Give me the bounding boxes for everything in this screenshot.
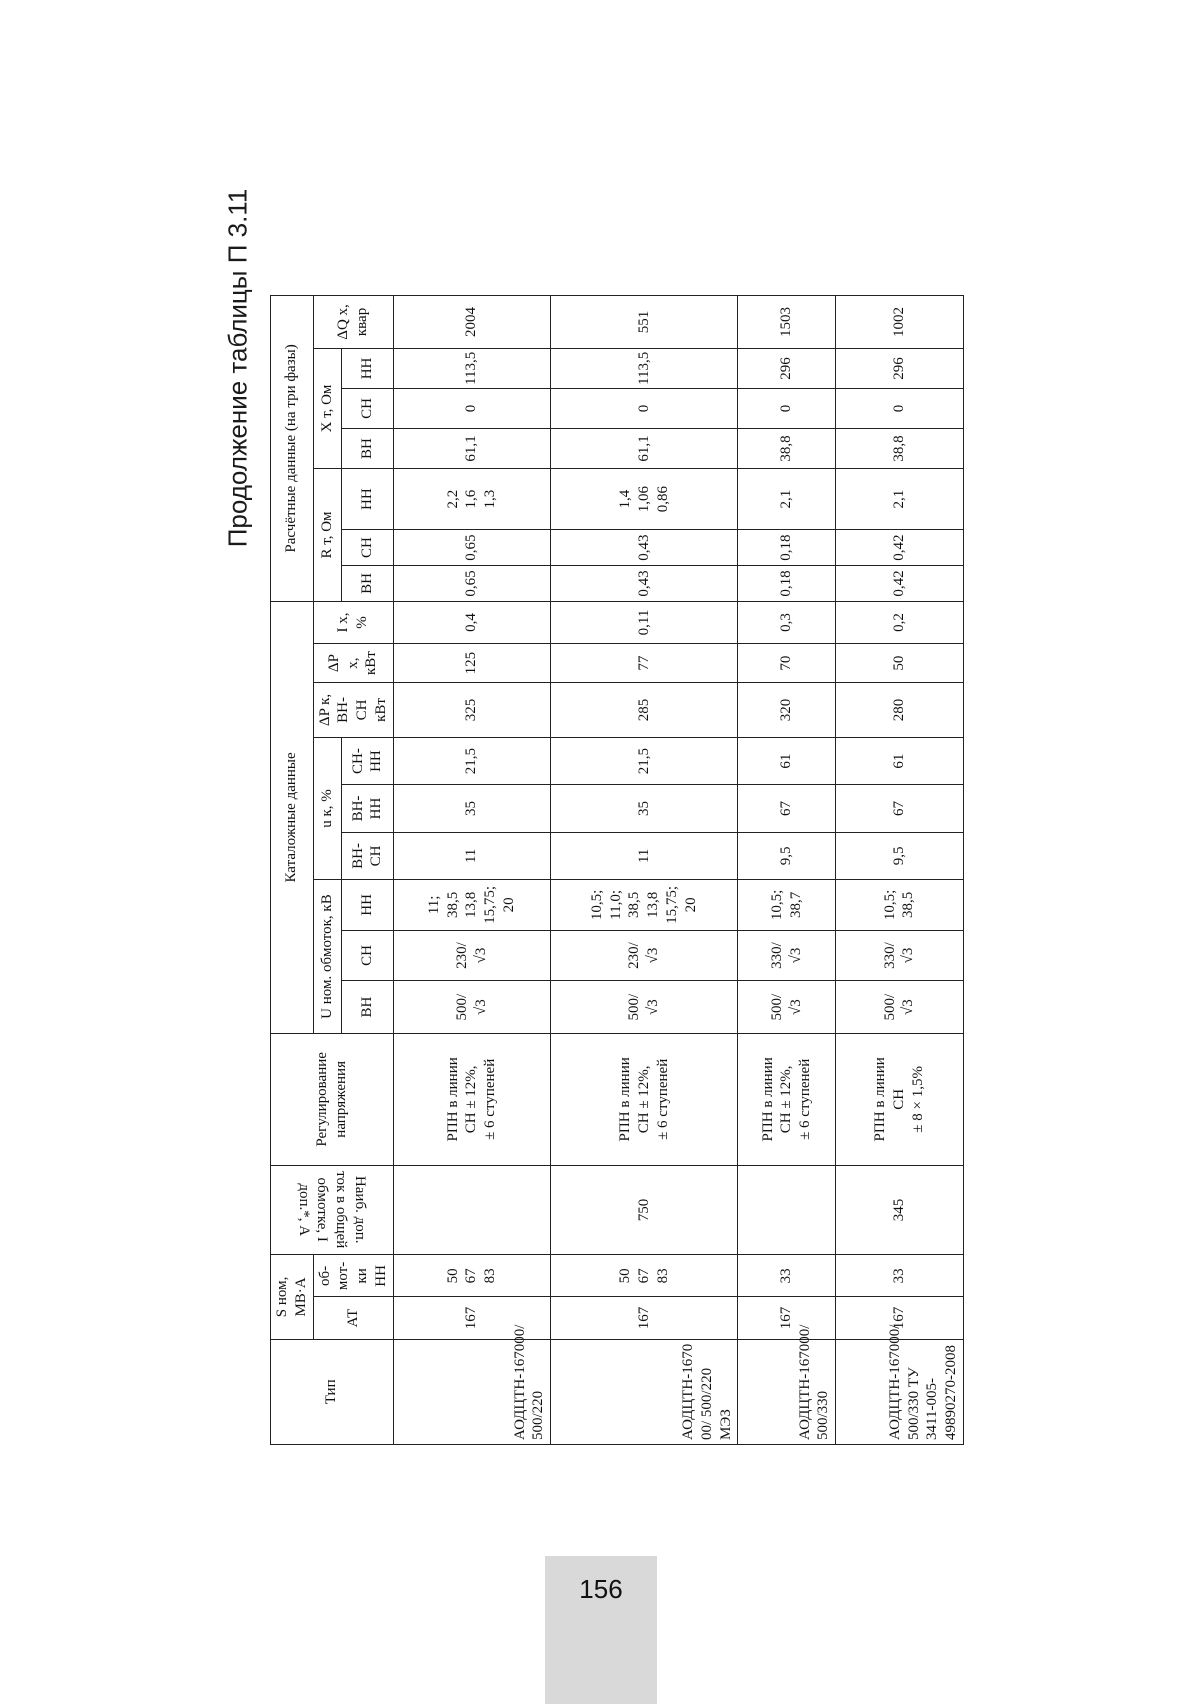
cell-line: 1,3: [482, 489, 499, 509]
cell-line: 33: [778, 1268, 795, 1284]
header-uk: u к, %: [313, 737, 342, 879]
cell-line: 20: [500, 897, 517, 913]
cell-xt-hv: 38,8: [836, 429, 964, 469]
cell-s-at: 167: [393, 1297, 551, 1339]
cell-line: РПН в линии: [872, 1057, 889, 1142]
header-uk-hv-lv: ВН- НН: [342, 785, 393, 832]
header-calc: Расчётные данные (на три фазы): [271, 296, 314, 602]
cell-s-lv: [393, 1255, 551, 1297]
header-s-nom: S ном, МВ·А: [271, 1255, 314, 1339]
cell-line: РПН в линии: [617, 1057, 634, 1142]
cell-line: 1,06: [635, 486, 652, 513]
cell-rt-hv: 0,42: [836, 566, 964, 602]
cell-uk-hv-mv: 11: [393, 832, 551, 879]
cell-dpx: 50: [836, 644, 964, 683]
cell-type: АОДЦТН-1670 00/ 500/220 МЭЗ: [551, 1339, 738, 1444]
cell-line: 38,5: [444, 891, 461, 919]
cell-line: 1,6: [463, 489, 480, 509]
cell-mv: 330/ √3: [836, 930, 964, 981]
cell-s-at: 167: [836, 1297, 964, 1339]
cell-i-allowed: [738, 1165, 836, 1255]
header-xt-lv: НН: [342, 348, 393, 388]
table-row: [836, 296, 964, 1445]
cell-type: АОДЦТН-167000/ 500/220: [393, 1339, 551, 1444]
cell-rt-hv: 0,65: [393, 566, 551, 602]
header-xt-hv: ВН: [342, 429, 393, 469]
cell-rt-mv: 0,18: [738, 530, 836, 566]
cell-hv: 500/ √3: [738, 981, 836, 1034]
cell-dqx: 1503: [738, 296, 836, 349]
cell-rt-lv: [738, 469, 836, 530]
cell-dpx: 70: [738, 644, 836, 683]
cell-line: 11,0;: [607, 889, 624, 920]
cell-uk-hv-mv: 11: [551, 832, 738, 879]
cell-rt-mv: 0,42: [836, 530, 964, 566]
header-u-nom: U ном. обмоток, кВ: [313, 880, 342, 1034]
header-xt: X т, Ом: [313, 348, 342, 468]
page-title: Продолжение таблицы П 3.11: [222, 188, 253, 548]
cell-lv: [836, 880, 964, 931]
cell-uk-hv-lv: 35: [393, 785, 551, 832]
cell-uk-mv-lv: 21,5: [551, 737, 738, 784]
cell-line: 0,86: [654, 486, 671, 513]
header-catalog: Каталожные данные: [271, 601, 314, 1033]
cell-ix: 0,11: [551, 601, 738, 643]
header-allowed-current-label: Наиб. доп. ток в общей обмотке, I доп.*, А: [296, 1171, 369, 1249]
cell-xt-lv: 113,5: [393, 348, 551, 388]
cell-line: 11;: [425, 895, 442, 915]
header-lv: НН: [342, 880, 393, 931]
cell-xt-lv: 296: [738, 348, 836, 388]
cell-xt-hv: 61,1: [393, 429, 551, 469]
header-rt-mv: СН: [342, 530, 393, 566]
table-row: [551, 296, 738, 1445]
cell-rt-mv: 0,43: [551, 530, 738, 566]
cell-xt-mv: 0: [738, 388, 836, 428]
cell-rt-mv: 0,65: [393, 530, 551, 566]
cell-line: 50: [444, 1268, 461, 1284]
cell-mv: 330/ √3: [738, 930, 836, 981]
cell-line: 15,75;: [663, 885, 680, 924]
cell-regulation: [738, 1033, 836, 1165]
cell-line: 83: [654, 1268, 671, 1284]
table-row: [393, 296, 551, 1445]
cell-line: 2,1: [778, 489, 795, 509]
cell-line: СН ± 12%,: [635, 1065, 652, 1134]
cell-line: 38,7: [787, 891, 804, 919]
cell-regulation: [836, 1033, 964, 1165]
cell-line: 38,5: [900, 891, 917, 919]
header-rt: R т, Ом: [313, 469, 342, 602]
cell-line: 10,5;: [881, 889, 898, 921]
header-rt-lv: НН: [342, 469, 393, 530]
cell-dqx: 2004: [393, 296, 551, 349]
cell-uk-mv-lv: 21,5: [393, 737, 551, 784]
header-s-lv: об- мот- ки НН: [313, 1255, 393, 1297]
cell-xt-mv: 0: [393, 388, 551, 428]
cell-uk-hv-mv: 9,5: [836, 832, 964, 879]
cell-rt-hv: 0,18: [738, 566, 836, 602]
cell-i-allowed: 750: [551, 1165, 738, 1255]
cell-line: 38,5: [626, 891, 643, 919]
cell-hv: 500/ √3: [836, 981, 964, 1034]
cell-uk-hv-mv: 9,5: [738, 832, 836, 879]
cell-rt-lv: [393, 469, 551, 530]
cell-line: 15,75;: [482, 885, 499, 924]
cell-ix: 0,4: [393, 601, 551, 643]
cell-dpk: 325: [393, 683, 551, 738]
header-uk-hv-mv: ВН- СН: [342, 832, 393, 879]
header-type: Тип: [271, 1339, 394, 1444]
cell-line: 2,2: [444, 489, 461, 509]
cell-rt-lv: [836, 469, 964, 530]
header-xt-mv: СН: [342, 388, 393, 428]
cell-dpk: 320: [738, 683, 836, 738]
cell-line: 10,5;: [769, 889, 786, 921]
cell-line: 83: [482, 1268, 499, 1284]
cell-line: ± 6 ступеней: [482, 1058, 499, 1140]
cell-uk-mv-lv: 61: [836, 737, 964, 784]
page-number-tab: [545, 1556, 657, 1704]
cell-ix: 0,3: [738, 601, 836, 643]
cell-line: РПН в линии: [759, 1057, 776, 1142]
header-regulation: Регулирование напряжения: [271, 1033, 394, 1165]
cell-type: АОДЦТН-167000/ 500/330 ТУ 3411-005-49890270-2008: [836, 1339, 964, 1444]
cell-dpx: 125: [393, 644, 551, 683]
header-dpk: ΔP к, ВН- СН кВт: [313, 683, 393, 738]
cell-line: РПН в линии: [444, 1057, 461, 1142]
cell-rt-lv: [551, 469, 738, 530]
table-body: [393, 296, 963, 1445]
transformer-data-table: [270, 295, 964, 1445]
cell-i-allowed: [393, 1165, 551, 1255]
cell-line: 67: [463, 1268, 480, 1284]
cell-line: ± 6 ступеней: [797, 1058, 814, 1140]
header-dqx: ΔQ х, квар: [313, 296, 393, 349]
header-hv: ВН: [342, 981, 393, 1034]
cell-line: 13,8: [463, 891, 480, 919]
cell-mv: 230/ √3: [551, 930, 738, 981]
cell-line: 10,5;: [588, 889, 605, 921]
cell-line: 13,8: [645, 891, 662, 919]
page-number: 156: [579, 1574, 623, 1604]
cell-type: АОДЦТН-167000/ 500/330: [738, 1339, 836, 1444]
cell-s-at: 167: [738, 1297, 836, 1339]
cell-s-lv: [836, 1255, 964, 1297]
header-ix: I х, %: [313, 601, 393, 643]
cell-s-lv: [551, 1255, 738, 1297]
header-mv: СН: [342, 930, 393, 981]
cell-lv: [551, 880, 738, 931]
header-dpx: ΔP х, кВт: [313, 644, 393, 683]
cell-s-at: 167: [551, 1297, 738, 1339]
cell-xt-mv: 0: [551, 388, 738, 428]
cell-dpk: 285: [551, 683, 738, 738]
cell-s-lv: [738, 1255, 836, 1297]
header-allowed-current: [271, 1165, 394, 1255]
cell-line: СН: [891, 1088, 908, 1110]
cell-dqx: 1002: [836, 296, 964, 349]
cell-uk-hv-lv: 67: [738, 785, 836, 832]
cell-line: СН ± 12%,: [463, 1065, 480, 1134]
cell-regulation: [393, 1033, 551, 1165]
cell-hv: 500/ √3: [393, 981, 551, 1034]
cell-dpx: 77: [551, 644, 738, 683]
cell-i-allowed: 345: [836, 1165, 964, 1255]
cell-ix: 0,2: [836, 601, 964, 643]
cell-xt-mv: 0: [836, 388, 964, 428]
cell-uk-hv-lv: 67: [836, 785, 964, 832]
header-rt-hv: ВН: [342, 566, 393, 602]
cell-line: 50: [617, 1268, 634, 1284]
cell-line: 20: [682, 897, 699, 913]
cell-uk-mv-lv: 61: [738, 737, 836, 784]
cell-line: 67: [635, 1268, 652, 1284]
header-s-at: АТ: [313, 1297, 393, 1339]
cell-line: СН ± 12%,: [778, 1065, 795, 1134]
cell-xt-lv: 113,5: [551, 348, 738, 388]
cell-mv: 230/ √3: [393, 930, 551, 981]
table-row: [738, 296, 836, 1445]
cell-line: 2,1: [891, 489, 908, 509]
cell-line: 1,4: [617, 489, 634, 509]
cell-dqx: 551: [551, 296, 738, 349]
cell-rt-hv: 0,43: [551, 566, 738, 602]
cell-regulation: [551, 1033, 738, 1165]
cell-xt-hv: 38,8: [738, 429, 836, 469]
cell-line: ± 8 × 1,5%: [909, 1066, 926, 1133]
cell-xt-lv: 296: [836, 348, 964, 388]
cell-hv: 500/ √3: [551, 981, 738, 1034]
cell-line: ± 6 ступеней: [654, 1058, 671, 1140]
cell-dpk: 280: [836, 683, 964, 738]
header-uk-mv-lv: СН- НН: [342, 737, 393, 784]
cell-lv: [393, 880, 551, 931]
cell-line: 33: [891, 1268, 908, 1284]
cell-xt-hv: 61,1: [551, 429, 738, 469]
cell-uk-hv-lv: 35: [551, 785, 738, 832]
cell-lv: [738, 880, 836, 931]
data-table-wrapper: [270, 295, 959, 1445]
